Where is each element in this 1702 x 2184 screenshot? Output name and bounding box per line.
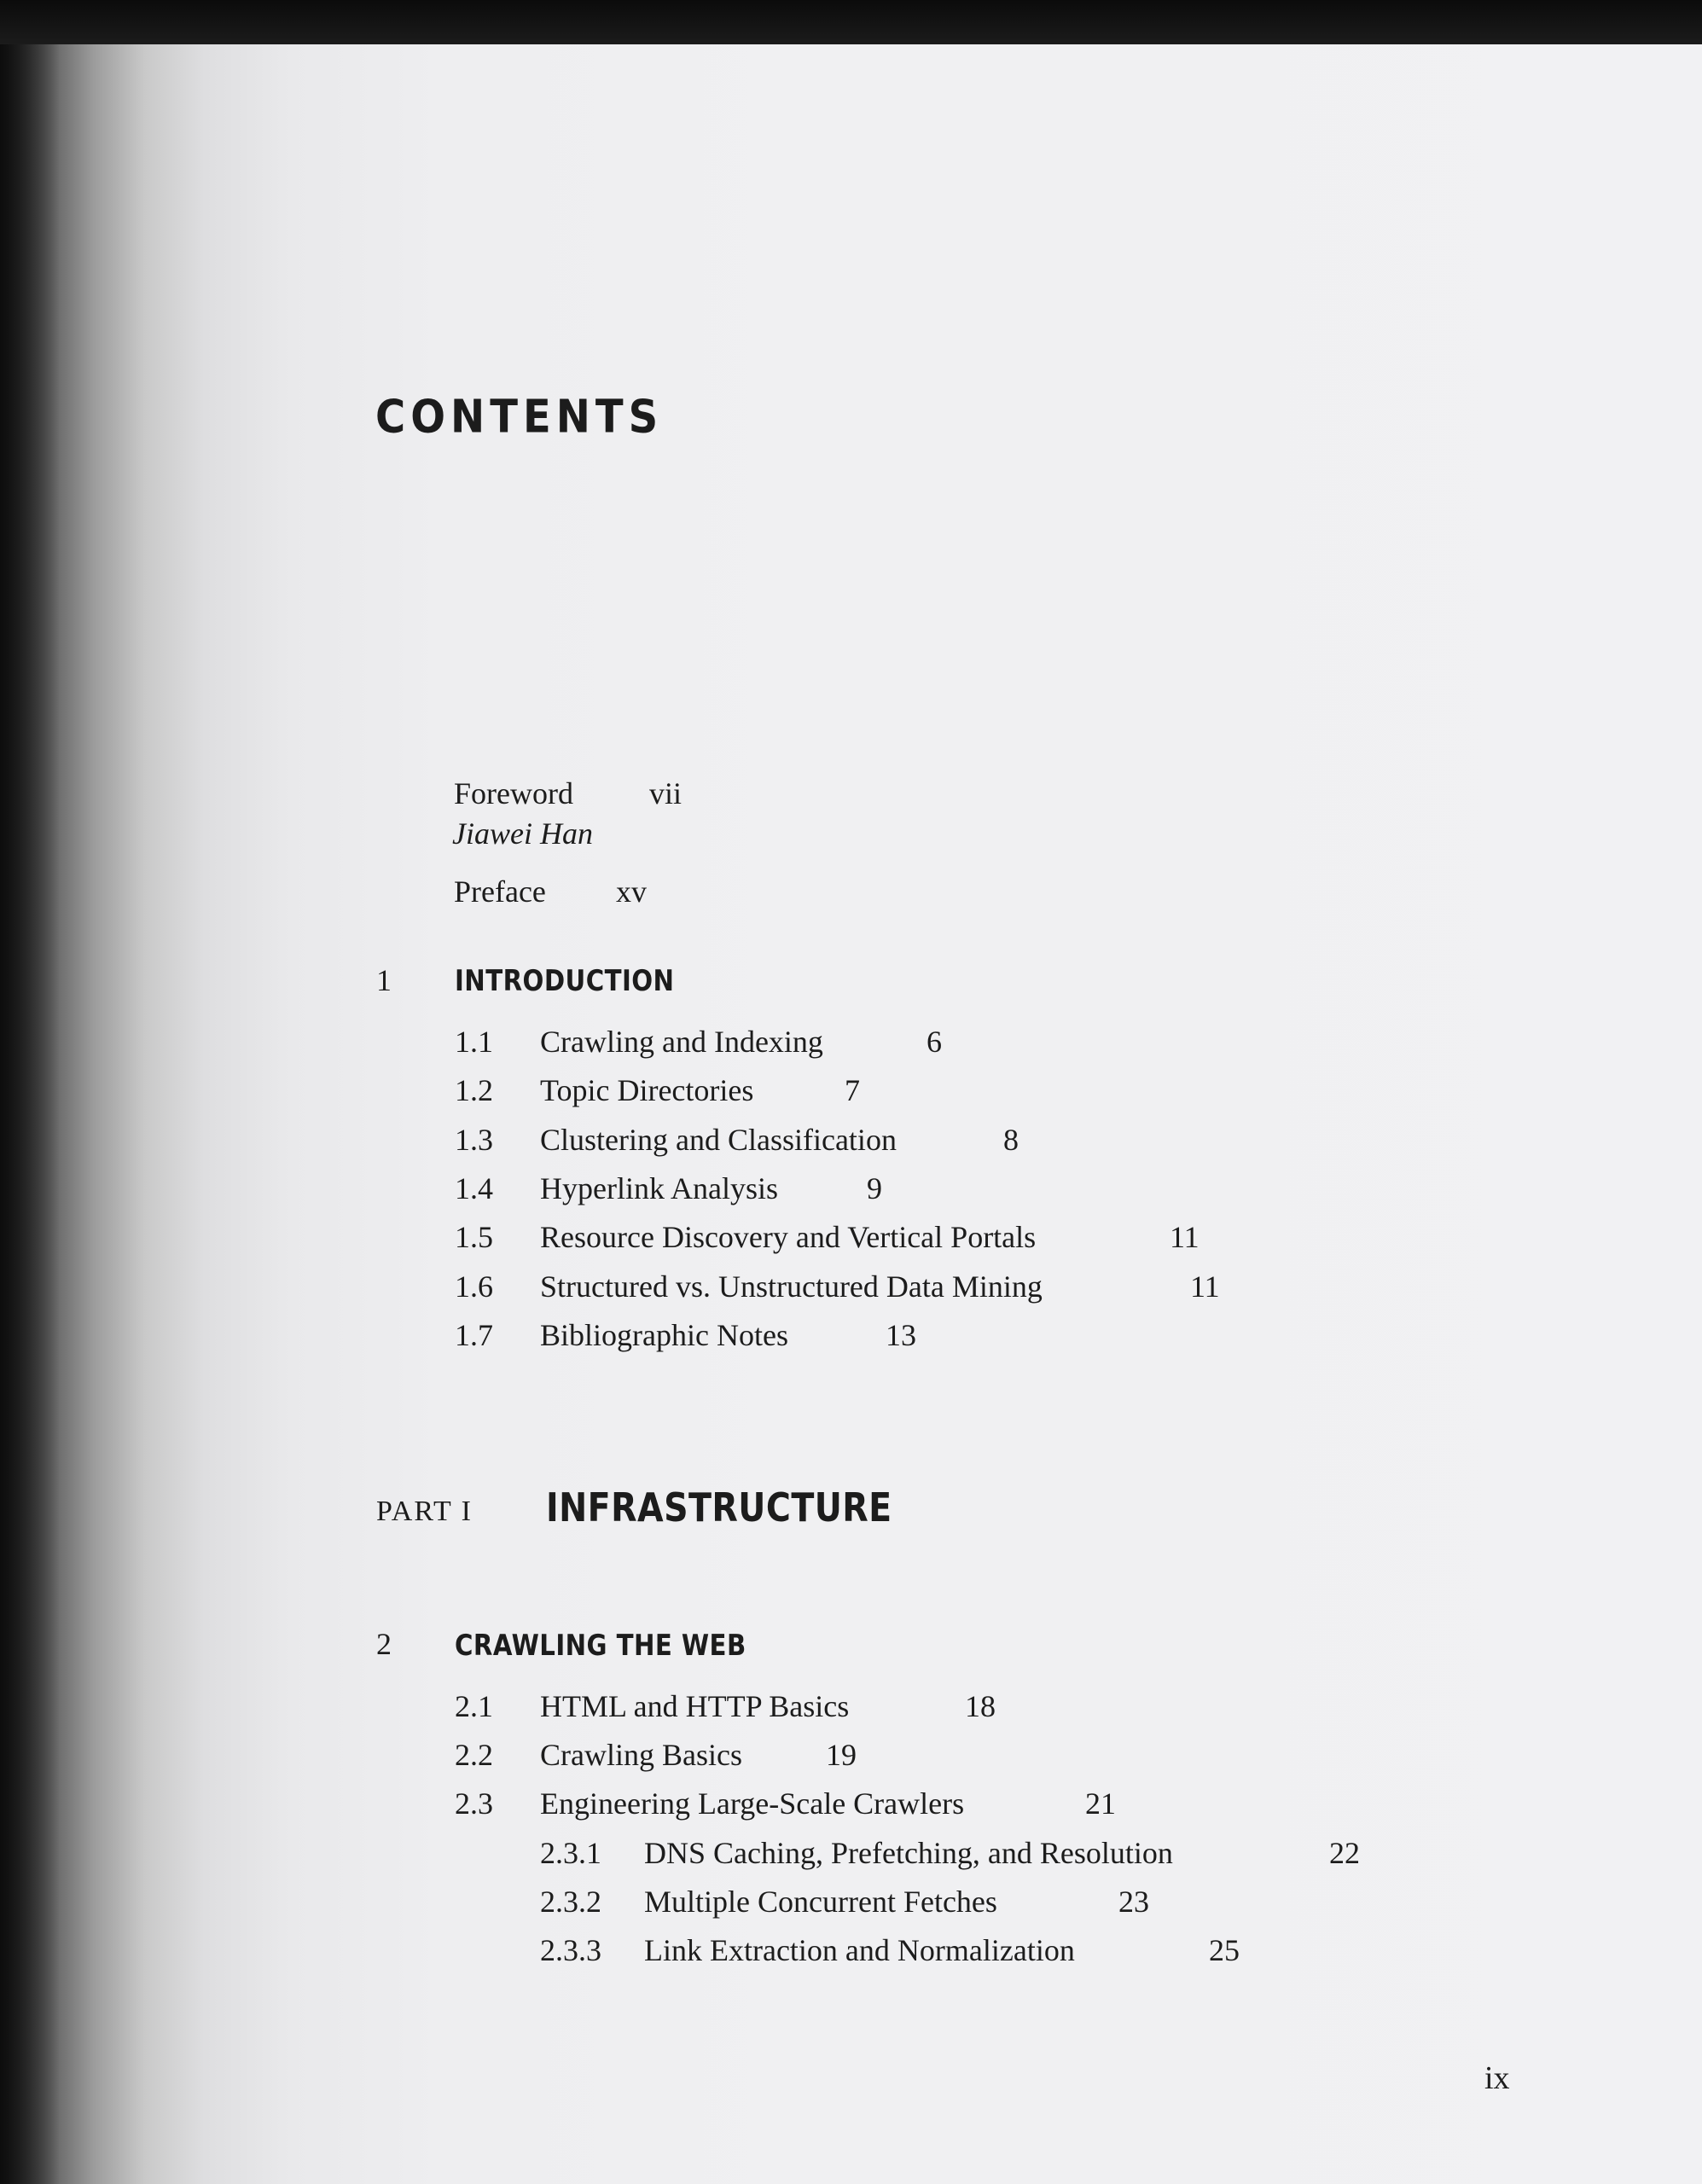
section-title: Hyperlink Analysis: [540, 1171, 778, 1205]
preface-page: xv: [616, 874, 647, 909]
section-page: 9: [867, 1171, 882, 1205]
subsection-title: Multiple Concurrent Fetches: [644, 1885, 997, 1919]
section-number: 1.1: [455, 1025, 493, 1059]
binding-shadow: [0, 44, 60, 2184]
subsection-page: 22: [1329, 1836, 1360, 1870]
section-page: 6: [927, 1025, 942, 1059]
section-title: Crawling and Indexing: [540, 1025, 823, 1059]
foreword-author: Jiawei Han: [452, 816, 593, 851]
page-title: CONTENTS: [375, 390, 664, 444]
section-number: 2.2: [455, 1738, 493, 1772]
section-number: 1.5: [455, 1220, 493, 1254]
subsection-title: DNS Caching, Prefetching, and Resolution: [644, 1836, 1173, 1870]
section-number: 1.3: [455, 1123, 493, 1157]
subsection-number: 2.3.2: [540, 1885, 601, 1919]
chapter-number: 1: [376, 963, 392, 997]
section-page: 11: [1170, 1220, 1200, 1254]
subsection-number: 2.3.3: [540, 1933, 601, 1967]
subsection-page: 23: [1118, 1885, 1149, 1919]
section-title: Engineering Large-Scale Crawlers: [540, 1786, 965, 1821]
section-page: 8: [1003, 1123, 1019, 1157]
subsection-number: 2.3.1: [540, 1836, 601, 1870]
section-page: 21: [1085, 1786, 1116, 1821]
part-title: INFRASTRUCTURE: [546, 1484, 892, 1531]
section-page: 13: [886, 1318, 916, 1352]
foreword-page: vii: [649, 776, 683, 810]
section-number: 2.1: [455, 1689, 493, 1723]
foreword-label: Foreword: [454, 776, 573, 810]
section-page: 19: [826, 1738, 857, 1772]
section-title: Resource Discovery and Vertical Portals: [540, 1220, 1037, 1254]
section-title: Crawling Basics: [540, 1738, 742, 1772]
book-page: [0, 44, 1702, 2184]
subsection-page: 25: [1209, 1933, 1240, 1967]
section-title: Topic Directories: [540, 1073, 754, 1107]
section-page: 7: [845, 1073, 860, 1107]
subsection-title: Link Extraction and Normalization: [644, 1933, 1075, 1967]
section-title: HTML and HTTP Basics: [540, 1689, 850, 1723]
section-title: Bibliographic Notes: [540, 1318, 788, 1352]
chapter-number: 2: [376, 1627, 392, 1661]
section-number: 1.7: [455, 1318, 493, 1352]
section-title: Structured vs. Unstructured Data Mining: [540, 1269, 1043, 1304]
section-number: 2.3: [455, 1786, 493, 1821]
chapter-title: INTRODUCTION: [455, 964, 675, 998]
section-page: 11: [1190, 1269, 1220, 1304]
chapter-title: CRAWLING THE WEB: [455, 1629, 746, 1663]
part-label: PART I: [376, 1496, 473, 1527]
section-number: 1.2: [455, 1073, 493, 1107]
section-page: 18: [965, 1689, 996, 1723]
scan-top-edge: [0, 0, 1702, 49]
section-number: 1.6: [455, 1269, 493, 1304]
section-number: 1.4: [455, 1171, 493, 1205]
section-title: Clustering and Classification: [540, 1123, 897, 1157]
page-number: ix: [1484, 2060, 1510, 2096]
preface-label: Preface: [454, 874, 546, 909]
